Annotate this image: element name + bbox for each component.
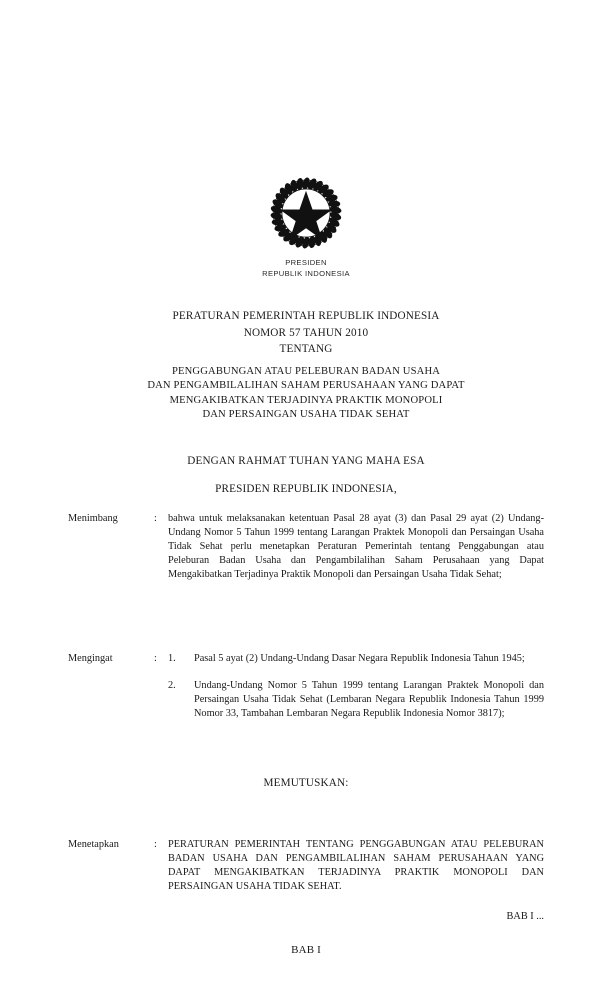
list-item-text: Undang-Undang Nomor 5 Tahun 1999 tentang Larangan Praktek Monopoli dan Persaingan Usaha Tidak Sehat (Lembaran Negara Republik Indonesia Tahun 1999 Nomor 33, Tambahan Lembaran Negara Republik Indonesia Nomor 3817); <box>194 680 544 720</box>
chapter-heading: BAB I <box>291 944 321 956</box>
considering-clause <box>68 512 544 582</box>
subject-line-2: DAN PENGAMBILALIHAN SAHAM PERUSAHAAN YANG DAPAT <box>147 380 465 391</box>
subject-line-3: MENGAKIBATKAN TERJADINYA PRAKTIK MONOPOLI <box>169 394 443 406</box>
emblem-caption-line2: REPUBLIK INDONESIA <box>262 268 350 278</box>
garuda-star-wreath-icon <box>269 176 343 250</box>
page-catchword: BAB I ... <box>506 911 544 922</box>
document-subject <box>68 365 544 423</box>
recalling-colon: : <box>154 653 157 664</box>
list-item <box>168 652 544 666</box>
title-line-2: NOMOR 57 TAHUN 2010 <box>243 326 369 339</box>
list-item-marker: 2. <box>168 680 176 692</box>
subject-line-1: PENGGABUNGAN ATAU PELEBURAN BADAN USAHA <box>171 365 441 377</box>
considering-colon: : <box>154 513 157 524</box>
list-item <box>168 679 544 721</box>
stipulating-clause <box>68 838 544 894</box>
stipulating-text: PERATURAN PEMERINTAH TENTANG PENGGABUNGAN ATAU PELEBURAN BADAN USAHA DAN PENGAMBILALIHAN SAHAM PERUSAHAAN YANG DAPAT MENGAKIBATKAN TERJADINYA PRAKTIK MONOPOLI DAN PERSAINGAN USAHA TIDAK SEHAT. <box>168 839 544 893</box>
considering-body <box>168 512 544 582</box>
recalling-label: Mengingat <box>68 653 113 664</box>
title-line-1: PERATURAN PEMERINTAH REPUBLIK INDONESIA <box>172 310 440 322</box>
issuer-heading: PRESIDEN REPUBLIK INDONESIA, <box>215 483 397 495</box>
subject-line-4: DAN PERSAINGAN USAHA TIDAK SEHAT <box>202 409 410 420</box>
recalling-body <box>168 652 544 721</box>
decides-heading: MEMUTUSKAN: <box>263 777 349 789</box>
stipulating-body <box>168 838 544 894</box>
recalling-clause <box>68 652 544 721</box>
stipulating-colon: : <box>154 839 157 850</box>
stipulating-label: Menetapkan <box>68 839 119 850</box>
list-item-text: Pasal 5 ayat (2) Undang-Undang Dasar Negara Republik Indonesia Tahun 1945; <box>194 653 525 664</box>
emblem-block <box>0 176 612 279</box>
considering-label: Menimbang <box>68 513 118 524</box>
emblem-caption <box>0 258 612 279</box>
recalling-list <box>168 652 544 721</box>
considering-text: bahwa untuk melaksanakan ketentuan Pasal 28 ayat (3) dan Pasal 29 ayat (2) Undang-Undang Nomor 5 Tahun 1999 tentang Larangan Praktek Monopoli dan Persaingan Usaha Tidak Sehat perlu menetapkan Peraturan Pemerintah tentang Penggabungan atau Peleburan Badan Usaha dan Pengambilalihan Saham Perusahaan yang Dapat Mengakibatkan Terjadinya Praktik Monopoli dan Persaingan Usaha Tidak Sehat; <box>168 513 544 581</box>
list-item-marker: 1. <box>168 653 176 664</box>
title-line-3: TENTANG <box>279 343 333 355</box>
document-title-block <box>68 308 544 423</box>
emblem-caption-line1: PRESIDEN <box>285 258 327 267</box>
invocation-line: DENGAN RAHMAT TUHAN YANG MAHA ESA <box>187 455 425 467</box>
